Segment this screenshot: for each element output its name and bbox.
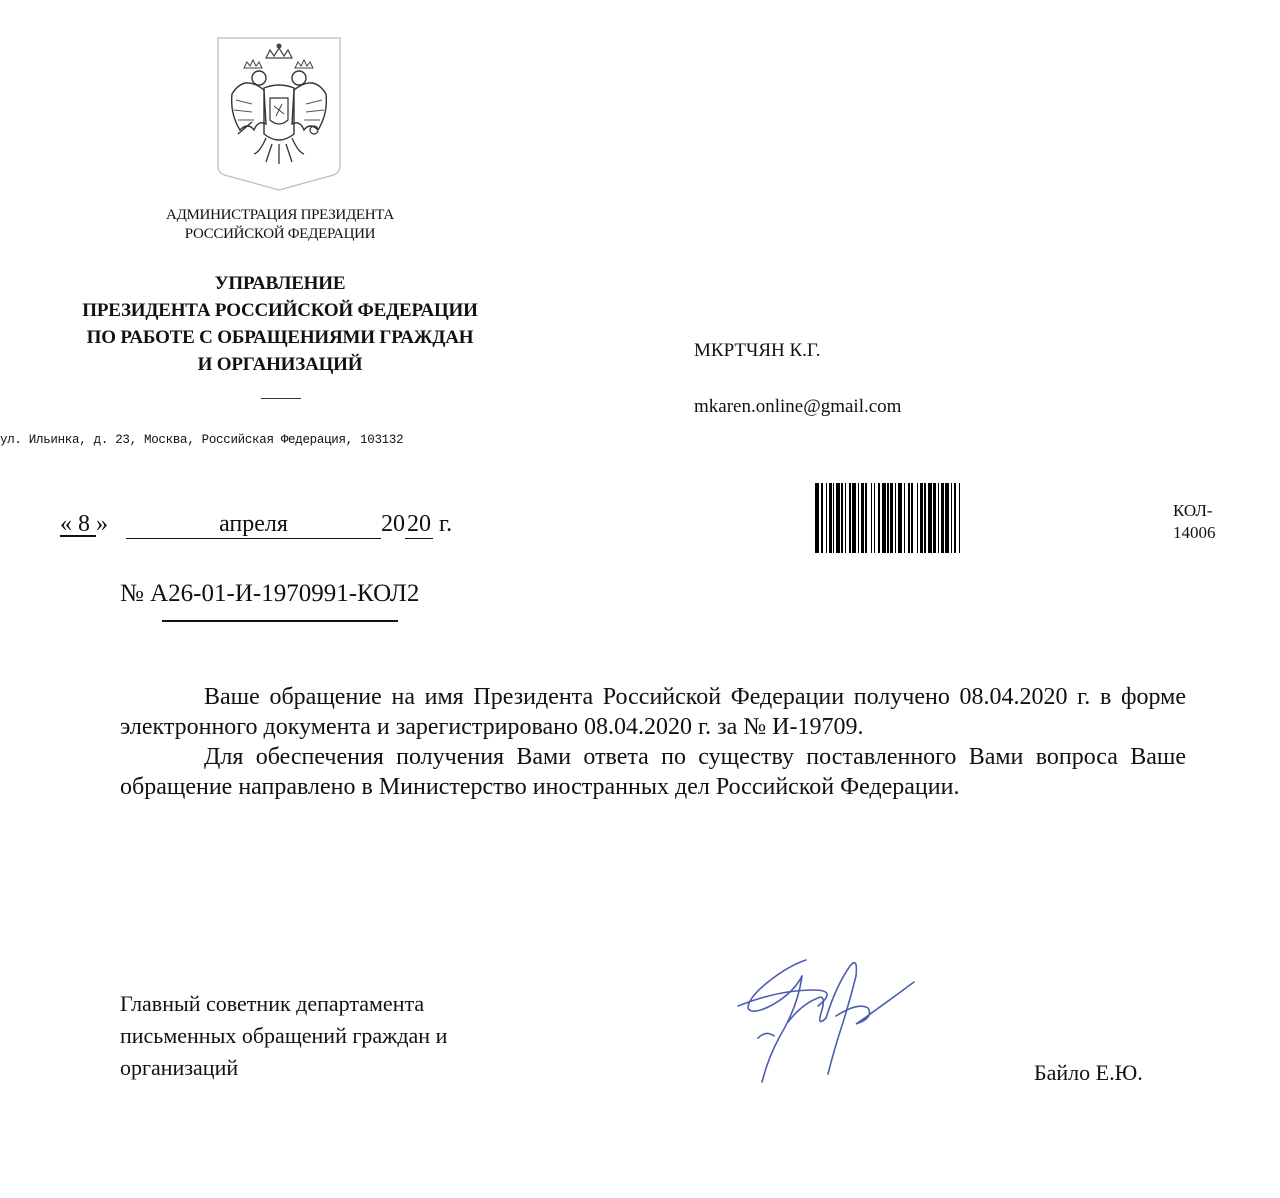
barcode-code-line-2: 14006: [1173, 523, 1216, 542]
barcode-bar: [928, 483, 932, 553]
date-open-quote: «: [60, 511, 72, 537]
dept-line-1: УПРАВЛЕНИЕ: [214, 273, 346, 294]
barcode-bar: [898, 483, 902, 553]
barcode-bar: [849, 483, 851, 553]
signer-title: [120, 988, 580, 1084]
admin-line-1: АДМИНИСТРАЦИЯ ПРЕЗИДЕНТА: [166, 207, 394, 223]
barcode-bar: [858, 483, 859, 553]
barcode-bar: [945, 483, 949, 553]
barcode-icon: [815, 483, 1145, 553]
barcode-bar: [954, 483, 956, 553]
barcode-bar: [829, 483, 832, 553]
barcode-bar: [878, 483, 880, 553]
header-divider: [261, 398, 301, 399]
date-month: апреля: [126, 510, 381, 539]
barcode-bar: [821, 483, 823, 553]
address: ул. Ильинка, д. 23, Москва, Российская Федерация, 103132: [0, 433, 404, 447]
signer-title-line-2: письменных обращений граждан и: [120, 1023, 448, 1048]
barcode-bar: [933, 483, 936, 553]
date-year-suffix: 20: [407, 511, 431, 537]
barcode-bar: [841, 483, 843, 553]
document-number: [120, 580, 419, 608]
barcode-bar: [908, 483, 910, 553]
dept-line-3: ПО РАБОТЕ С ОБРАЩЕНИЯМИ ГРАЖДАН: [86, 327, 474, 348]
barcode-bar: [951, 483, 952, 553]
barcode-bar: [904, 483, 905, 553]
letter-body: [120, 682, 1186, 802]
recipient-name: МКРТЧЯН К.Г.: [694, 340, 821, 361]
date-day: 8: [78, 511, 90, 537]
barcode-code: [1173, 500, 1216, 544]
barcode-bar: [836, 483, 840, 553]
barcode-bar: [871, 483, 872, 553]
barcode-bar: [826, 483, 827, 553]
barcode-bar: [890, 483, 893, 553]
barcode-bar: [845, 483, 846, 553]
body-paragraph-1: Ваше обращение на имя Президента Российской Федерации получено 08.04.2020 г. в форме электронного документа и зарегистрировано 08.04.2020 г. за № И-19709.: [120, 684, 1186, 740]
barcode-bar: [882, 483, 886, 553]
handwritten-signature: [718, 946, 918, 1090]
barcode-bar: [911, 483, 913, 553]
number-value: А26-01-И-1970991-КОЛ2: [150, 580, 420, 607]
barcode: [815, 483, 1145, 553]
coat-of-arms-emblem: [214, 34, 344, 192]
barcode-code-line-1: КОЛ-: [1173, 501, 1213, 520]
administration-header: [80, 206, 480, 244]
barcode-bar: [874, 483, 875, 553]
date-year-mark: г.: [439, 511, 453, 537]
barcode-bar: [924, 483, 926, 553]
body-paragraph-2: Для обеспечения получения Вами ответа по существу поставленного Вами вопроса Ваше обращение направлено в Министерство иностранных дел Российской Федерации.: [120, 744, 1186, 800]
document-date: [60, 510, 452, 539]
barcode-bar: [917, 483, 918, 553]
barcode-bar: [887, 483, 889, 553]
signer-name: Байло Е.Ю.: [1034, 1060, 1143, 1085]
admin-line-2: РОССИЙСКОЙ ФЕДЕРАЦИИ: [184, 226, 376, 242]
barcode-bar: [865, 483, 867, 553]
recipient-email[interactable]: mkaren.online@gmail.com: [694, 396, 902, 417]
barcode-bar: [861, 483, 864, 553]
barcode-bar: [959, 483, 960, 553]
barcode-bar: [833, 483, 834, 553]
department-header: [20, 270, 540, 378]
barcode-bar: [938, 483, 939, 553]
russian-coat-of-arms-icon: [214, 34, 344, 192]
barcode-bar: [941, 483, 944, 553]
barcode-bar: [895, 483, 896, 553]
number-underline: [162, 620, 398, 622]
signer-title-line-3: организаций: [120, 1055, 239, 1080]
date-year-prefix: 20: [381, 511, 405, 537]
signer-title-line-1: Главный советник департамента: [120, 991, 425, 1016]
barcode-bar: [852, 483, 856, 553]
barcode-bar: [920, 483, 923, 553]
date-close-quote: »: [96, 511, 108, 537]
barcode-bar: [815, 483, 819, 553]
dept-line-4: И ОРГАНИЗАЦИЙ: [197, 354, 363, 375]
dept-line-2: ПРЕЗИДЕНТА РОССИЙСКОЙ ФЕДЕРАЦИИ: [82, 300, 478, 321]
number-prefix: №: [120, 580, 144, 607]
handwritten-signature-icon: [718, 946, 918, 1090]
